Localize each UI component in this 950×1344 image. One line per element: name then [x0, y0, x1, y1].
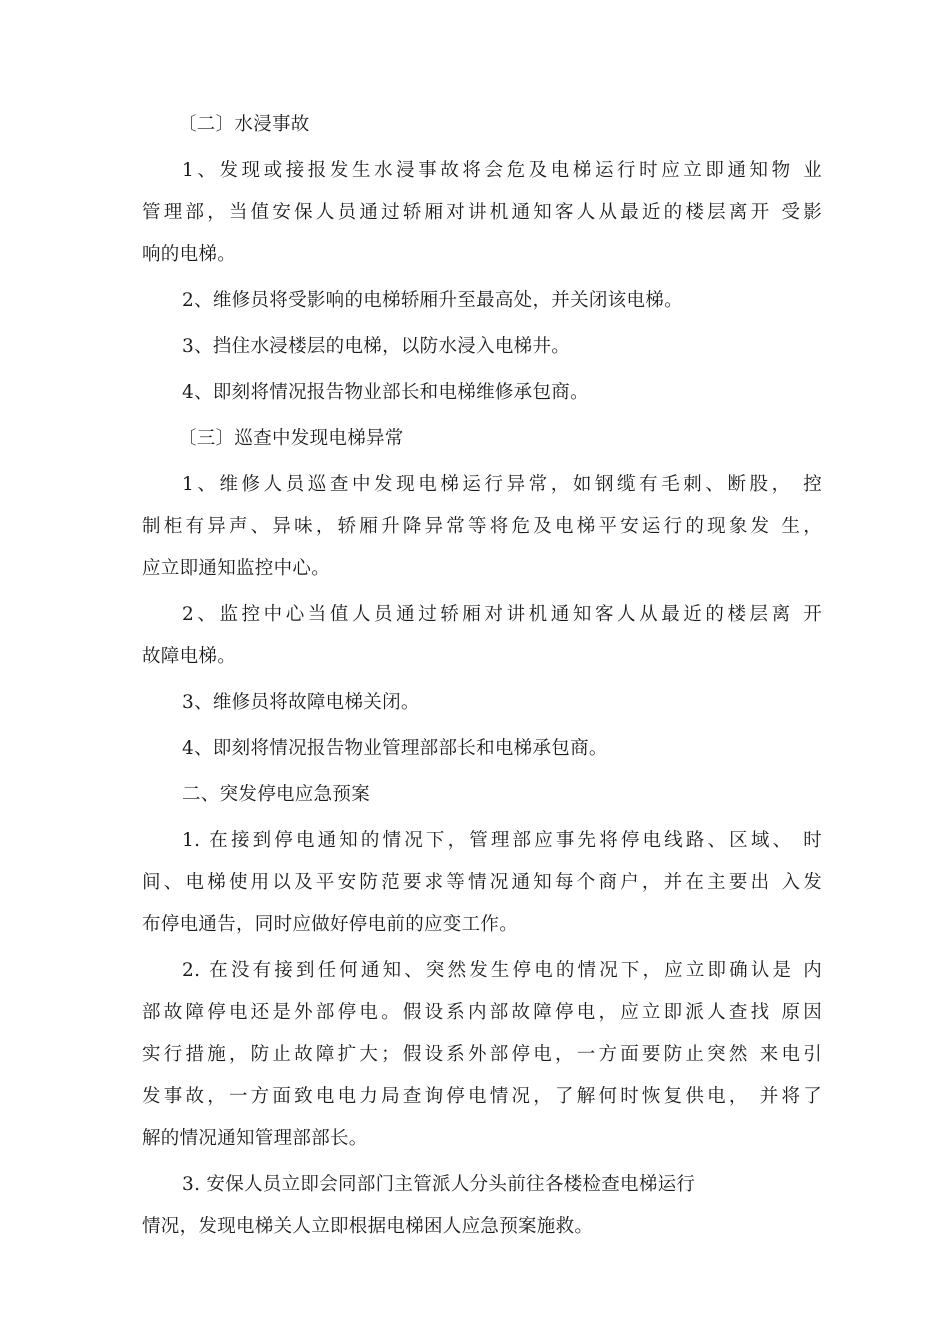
section-heading-power-outage: 二、突发停电应急预案: [182, 784, 371, 805]
paragraph-line: 1、发现或接报发生水浸事故将会危及电梯运行时应立即通知物 业: [182, 160, 822, 181]
document-body: [142, 104, 822, 1248]
paragraph-line: 2、监控中心当值人员通过轿厢对讲机通知客人从最近的楼层离 开: [182, 604, 822, 625]
paragraph-line: 解的情况通知管理部部长。: [142, 1128, 368, 1149]
paragraph: [142, 1164, 822, 1248]
paragraph-line: 1、维修人员巡查中发现电梯运行异常，如钢缆有毛刺、断股， 控: [182, 474, 822, 495]
paragraph-line: 情况，发现电梯关人立即根据电梯困人应急预案施救。: [142, 1216, 594, 1237]
paragraph-line: 管理部，当值安保人员通过轿厢对讲机通知客人从最近的楼层离开 受影: [142, 202, 822, 223]
paragraph-line: 应立即通知监控中心。: [142, 558, 331, 579]
section-heading-water: 〔二〕水浸事故: [178, 114, 310, 135]
section-heading-inspection: 〔三〕巡查中发现电梯异常: [178, 428, 404, 449]
paragraph: [142, 820, 822, 946]
paragraph-line: 3、挡住水浸楼层的电梯，以防水浸入电梯井。: [182, 336, 571, 357]
paragraph: [142, 150, 822, 276]
paragraph-line: 制柜有异声、异味，轿厢升降异常等将危及电梯平安运行的现象发 生，: [142, 516, 822, 537]
paragraph-line: 发事故，一方面致电电力局查询停电情况，了解何时恢复供电， 并将了: [142, 1086, 822, 1107]
paragraph: [142, 950, 822, 1160]
paragraph-line: 间、电梯使用以及平安防范要求等情况通知每个商户，并在主要出 入发: [142, 872, 822, 893]
paragraph-line: 布停电通告，同时应做好停电前的应变工作。: [142, 914, 519, 935]
paragraph-line: 4、即刻将情况报告物业管理部部长和电梯承包商。: [182, 738, 608, 759]
paragraph: [142, 464, 822, 590]
paragraph-line: 1. 在接到停电通知的情况下，管理部应事先将停电线路、区域、 时: [182, 830, 822, 851]
paragraph-line: 实行措施，防止故障扩大；假设系外部停电，一方面要防止突然 来电引: [142, 1044, 822, 1065]
paragraph-line: 部故障停电还是外部停电。假设系内部故障停电，应立即派人查找 原因: [142, 1002, 822, 1023]
paragraph-line: 3. 安保人员立即会同部门主管派人分头前往各楼检查电梯运行: [182, 1174, 696, 1195]
paragraph-line: 响的电梯。: [142, 244, 237, 265]
paragraph-line: 4、即刻将情况报告物业部长和电梯维修承包商。: [182, 382, 589, 403]
paragraph-line: 2、维修员将受影响的电梯轿厢升至最高处，并关闭该电梯。: [182, 290, 683, 311]
paragraph-line: 3、维修员将故障电梯关闭。: [182, 692, 420, 713]
paragraph-line: 2. 在没有接到任何通知、突然发生停电的情况下，应立即确认是 内: [182, 960, 822, 981]
paragraph-line: 故障电梯。: [142, 646, 237, 667]
paragraph: [142, 594, 822, 678]
